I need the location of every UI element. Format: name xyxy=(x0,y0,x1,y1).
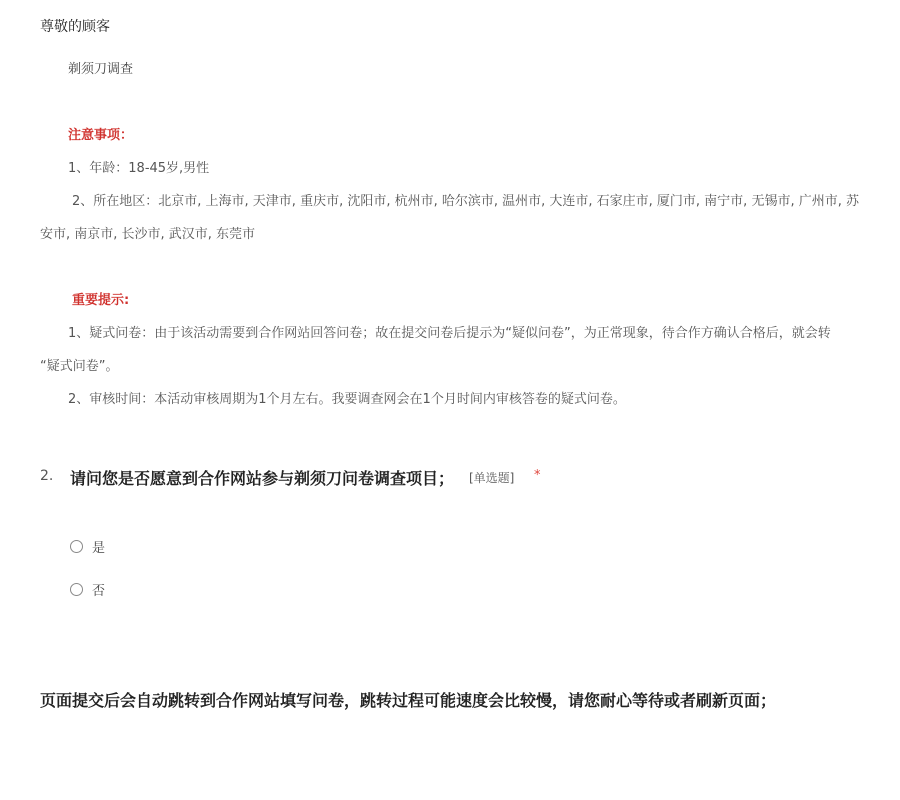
notice-title: 注意事项： xyxy=(68,128,134,143)
important-title: 重要提示: xyxy=(72,293,130,308)
notice-age-line: 1、年龄：18-45岁,男性 xyxy=(68,161,210,176)
important-tip-1-cont: “疑式问卷”。 xyxy=(40,359,119,374)
important-tip-2: 2、审核时间：本活动审核周期为1个月左右。我要调查网会在1个月时间内审核答卷的疑式问卷。 xyxy=(68,392,626,407)
question-title: 请问您是否愿意到合作网站参与剃须刀问卷调查项目； xyxy=(70,469,455,488)
important-tip-1: 1、疑式问卷：由于该活动需要到合作网站回答问卷；故在提交问卷后提示为“疑似问卷”，为正常现象，待合作方确认合格后，就会转 xyxy=(68,326,831,341)
required-mark: * xyxy=(534,468,541,483)
option-yes-label[interactable]: 是 xyxy=(92,541,106,556)
question-type-label: [单选题] xyxy=(469,471,515,485)
option-yes[interactable] xyxy=(70,537,105,556)
notice-region-line: 2、所在地区：北京市, 上海市, 天津市, 重庆市, 沈阳市, 杭州市, 哈尔滨市, 温州市, 大连市, 石家庄市, 厦门市, 南宁市, 无锡市, 广州市, 苏 xyxy=(72,194,859,209)
radio-button-no[interactable] xyxy=(70,583,83,596)
question-number: 2. xyxy=(40,468,54,484)
option-no[interactable] xyxy=(70,580,105,599)
footer-note: 页面提交后会自动跳转到合作网站填写问卷，跳转过程可能速度会比较慢，请您耐心等待或者刷新页面； xyxy=(40,691,777,710)
greeting-text: 尊敬的顾客 xyxy=(40,19,110,35)
radio-button-yes[interactable] xyxy=(70,540,83,553)
option-no-label[interactable]: 否 xyxy=(92,584,106,599)
survey-name: 剃须刀调查 xyxy=(68,62,134,77)
notice-region-line-cont: 安市, 南京市, 长沙市, 武汉市, 东莞市 xyxy=(40,227,256,242)
